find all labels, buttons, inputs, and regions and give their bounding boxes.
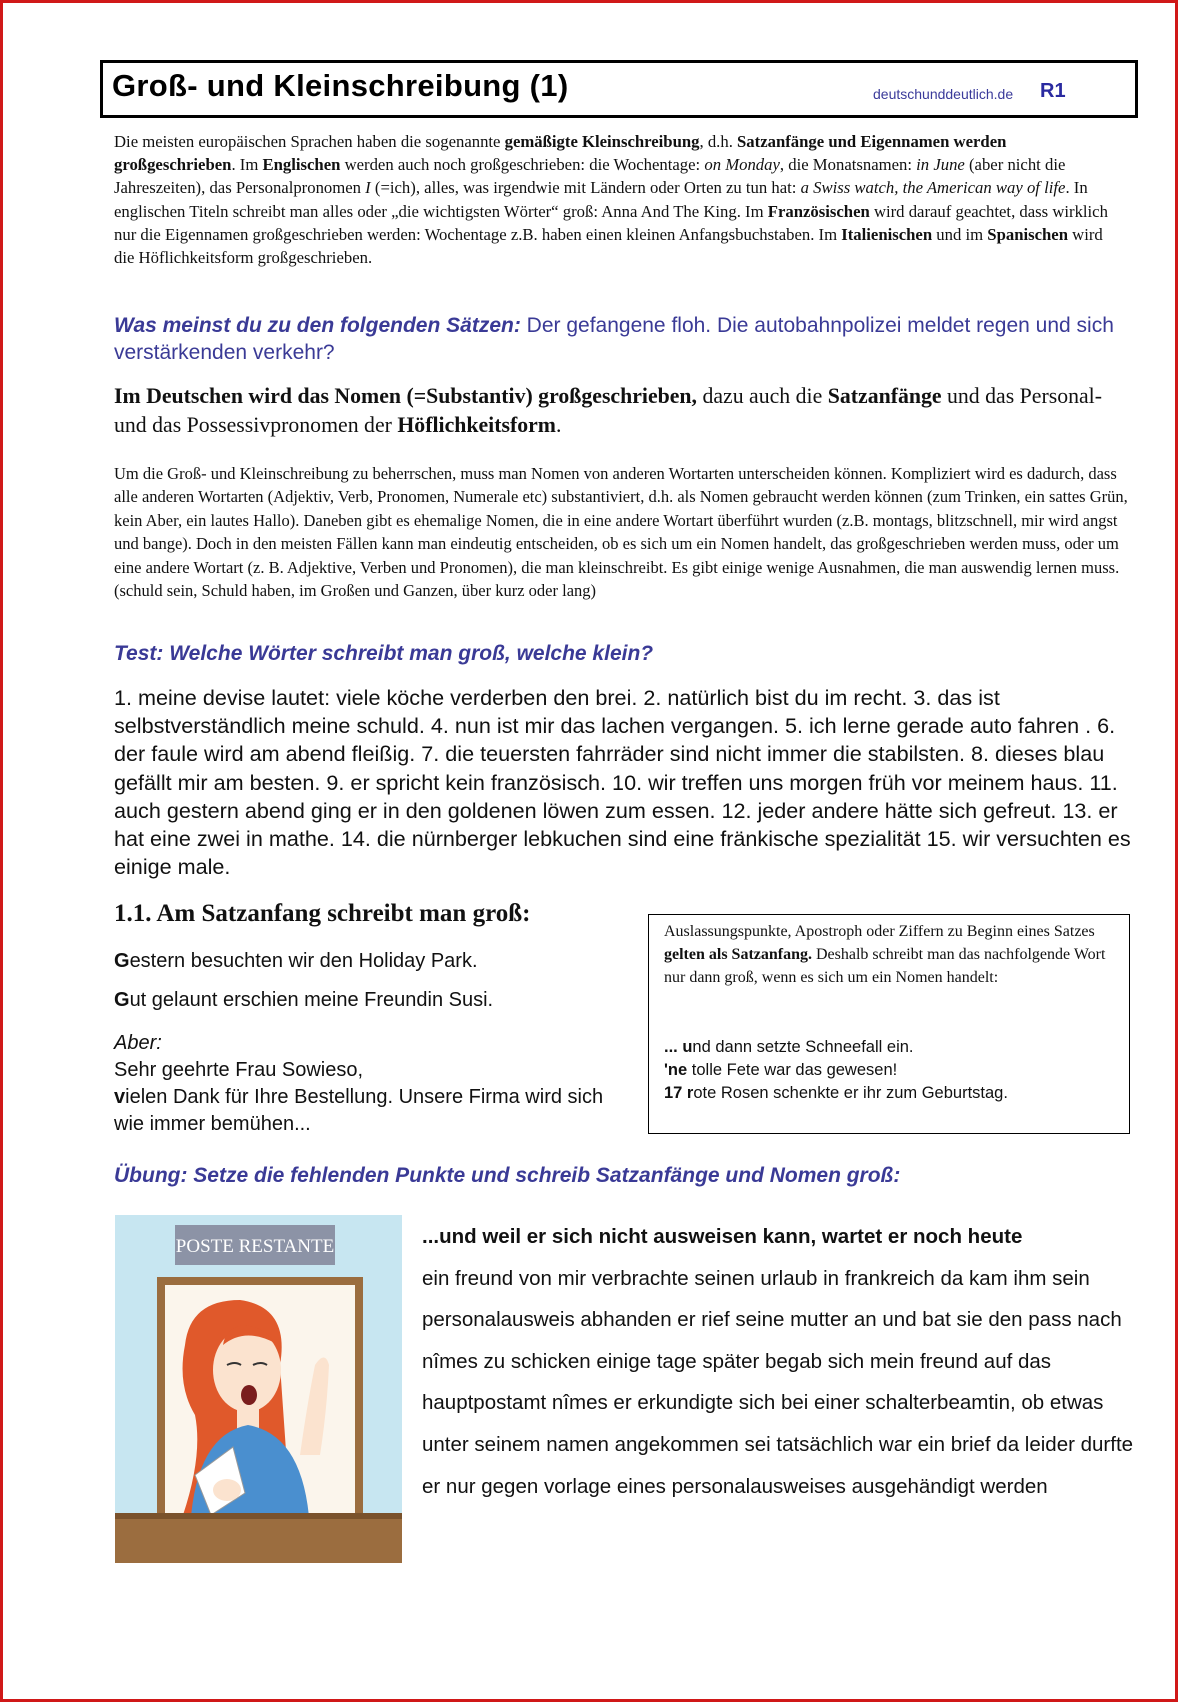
example-sentence	[114, 987, 493, 1014]
example-text: tolle Fete war das gewesen!	[687, 1061, 898, 1079]
rule-bold: Satzanfänge	[827, 384, 942, 408]
test-sentences: 1. meine devise lautet: viele köche verderben den brei. 2. natürlich bist du im recht. 3. das ist selbstverständlich meine schuld. 4. nun ist mir das lachen vergangen. 5. ich lerne gerade auto fahren . 6. der faule wird am abend fleißig. 7. die teuersten fahrräder sind nicht immer die stabilsten. 8. dieses blau gefällt mir am besten. 9. er spricht kein französisch. 10. wir treffen uns morgen früh vor meinem haus. 11. auch gestern abend ging er in den goldenen löwen zum essen. 12. jeder andere hätte sich gefreut. 13. er hat eine zwei in mathe. 14. die nürnberger lebkuchen sind eine fränkische spezialität 15. wir versuchten es einige male.	[114, 685, 1131, 880]
intro-text: , d.h.	[699, 132, 738, 151]
exercise-heading: Übung: Setze die fehlenden Punkte und schreib Satzanfänge und Nomen groß:	[114, 1164, 901, 1187]
intro-text: (=ich), alles, was irgendwie mit Ländern oder Orten zu tun hat:	[370, 178, 801, 198]
initial-letter: G	[114, 989, 130, 1011]
example-text: estern besuchten wir den Holiday Park.	[129, 950, 478, 972]
letter-example	[114, 1030, 634, 1138]
example-sentence	[114, 948, 478, 975]
intro-bold: Italienischen	[841, 224, 933, 244]
rule-text: dazu auch die	[697, 384, 828, 408]
rule-paragraph	[114, 382, 1134, 440]
note-plain: Deshalb schreibt man das nachfolgende Wort nur dann groß, wenn es sich um ein Nomen handelt:	[664, 945, 1106, 986]
rule-bold: Im Deutschen wird das Nomen (=Substantiv) großgeschrieben,	[114, 384, 698, 408]
illustration-svg	[115, 1215, 402, 1563]
intro-bold: Satzanfänge und Eigennamen werden großgeschrieben	[114, 132, 1007, 175]
intro-text: . Im	[231, 155, 263, 175]
aber-label: Aber:	[114, 1032, 162, 1054]
note-bold: gelten als Satzanfang.	[664, 945, 812, 963]
rule-text: und das Personal- und das Possessivpronomen der	[114, 384, 1102, 437]
letter-text: ielen Dank für Ihre Bestellung. Unsere Firma wird sich wie immer bemühen...	[114, 1086, 604, 1135]
exercise-text	[422, 1216, 1142, 1507]
test-heading: Test: Welche Wörter schreibt man groß, welche klein?	[114, 642, 654, 665]
intro-bold: Französischen	[767, 201, 870, 221]
intro-bold: gemäßigte Kleinschreibung	[504, 132, 700, 151]
note-plain: Auslassungspunkte, Apostroph oder Ziffern zu Beginn eines Satzes	[664, 923, 1095, 940]
section-heading: 1.1. Am Satzanfang schreibt man groß:	[114, 900, 531, 927]
post-office-illustration	[115, 1215, 402, 1563]
question-text: Der gefangene floh. Die autobahnpolizei meldet regen und sich verstärkenden verkehr?	[114, 314, 1114, 364]
example-prefix: 'ne	[664, 1061, 688, 1079]
intro-text: wird darauf geachtet, dass wirklich nur die Eigennamen großgeschrieben werden: Wochentage z.B. haben einen kleinen Anfangsbuchstaben. Im	[114, 201, 1108, 244]
initial-letter: v	[114, 1086, 126, 1108]
example-prefix: 17 r	[664, 1084, 694, 1102]
site-name: deutschunddeutlich.de	[873, 86, 1014, 102]
sheet-code: R1	[1040, 80, 1066, 102]
initial-letter: G	[114, 950, 130, 972]
example-text: nd dann setzte Schneefall ein.	[692, 1038, 914, 1056]
exercise-first-line: ...und weil er sich nicht ausweisen kann, wartet er noch heute	[422, 1225, 1023, 1248]
intro-text: werden auch noch großgeschrieben: die Wochentage:	[340, 155, 705, 175]
intro-italic: a Swiss watch, the American way of life	[800, 178, 1066, 198]
intro-text: . In englischen Titeln schreibt man alles oder „die wichtigsten Wörter“ groß: Anna And The King. Im	[114, 178, 1088, 221]
page-title: Groß- und Kleinschreibung (1)	[112, 68, 569, 103]
intro-italic: in June	[916, 155, 965, 175]
intro-text: wird die Höflichkeitsform großgeschrieben.	[114, 224, 1103, 268]
sign-text: POSTE RESTANTE	[175, 1236, 335, 1257]
mouth	[241, 1385, 257, 1405]
intro-bold: Englischen	[262, 155, 341, 175]
detail-paragraph: Um die Groß- und Kleinschreibung zu beherrschen, muss man Nomen von anderen Wortarten unterscheiden können. Kompliziert wird es dadurch, dass alle anderen Wortarten (Adjektiv, Verb, Pronomen, Numerale etc) substantiviert, d.h. als Nomen gebraucht werden können (zum Trinken, ein sattes Grün, kein Aber, ein lautes Hallo). Daneben gibt es ehemalige Nomen, die in eine andere Wortart überführt wurden (z.B. montags, blitzschnell, mir wird angst und bange). Doch in den meisten Fällen kann man eindeutig entscheiden, ob es sich um ein Nomen handelt, das großgeschrieben werden muss, oder um eine andere Wortart (z. B. Adjektive, Verben und Pronomen), die man kleinschreibt. Es gibt einige wenige Ausnahmen, die man auswendig lernen muss. (schuld sein, Schuld haben, im Großen und Ganzen, über kurz oder lang)	[114, 464, 1128, 601]
example-prefix: ... u	[664, 1038, 693, 1056]
note-text	[664, 921, 1124, 989]
salutation: Sehr geehrte Frau Sowieso,	[114, 1059, 364, 1081]
intro-text: , die Monatsnamen:	[779, 155, 917, 175]
note-example	[664, 1036, 1124, 1059]
counter	[115, 1513, 402, 1563]
intro-text: und im	[932, 224, 988, 244]
example-text: ut gelaunt erschien meine Freundin Susi.	[129, 989, 494, 1011]
intro-bold: Spanischen	[987, 224, 1068, 244]
question-paragraph	[114, 312, 1134, 366]
note-example	[664, 1082, 1124, 1105]
intro-italic: I	[365, 178, 371, 198]
intro-italic: on Monday	[704, 155, 780, 175]
example-text: ote Rosen schenkte er ihr zum Geburtstag.	[693, 1084, 1008, 1102]
intro-text: Die meisten europäischen Sprachen haben die sogenannte	[114, 132, 505, 151]
intro-paragraph	[114, 130, 1124, 269]
note-example	[664, 1059, 1124, 1082]
question-label: Was meinst du zu den folgenden Sätzen:	[114, 314, 521, 337]
intro-text: (aber nicht die Jahreszeiten), das Personalpronomen	[114, 155, 1066, 198]
exercise-body: ein freund von mir verbrachte seinen urlaub in frankreich da kam ihm sein personalausweis abhanden er rief seine mutter an und bat sie den pass nach nîmes zu schicken einige tage später begab sich mein freund auf das hauptpostamt nîmes er erkundigte sich bei einer schalterbeamtin, ob etwas unter seinem namen angekommen sei tatsächlich war ein brief da leider durfte er nur gegen vorlage eines personalausweises ausgehändigt werden	[422, 1266, 1134, 1498]
rule-text: .	[555, 413, 562, 437]
rule-bold: Höflichkeitsform	[397, 413, 556, 437]
note-examples	[664, 1036, 1124, 1105]
